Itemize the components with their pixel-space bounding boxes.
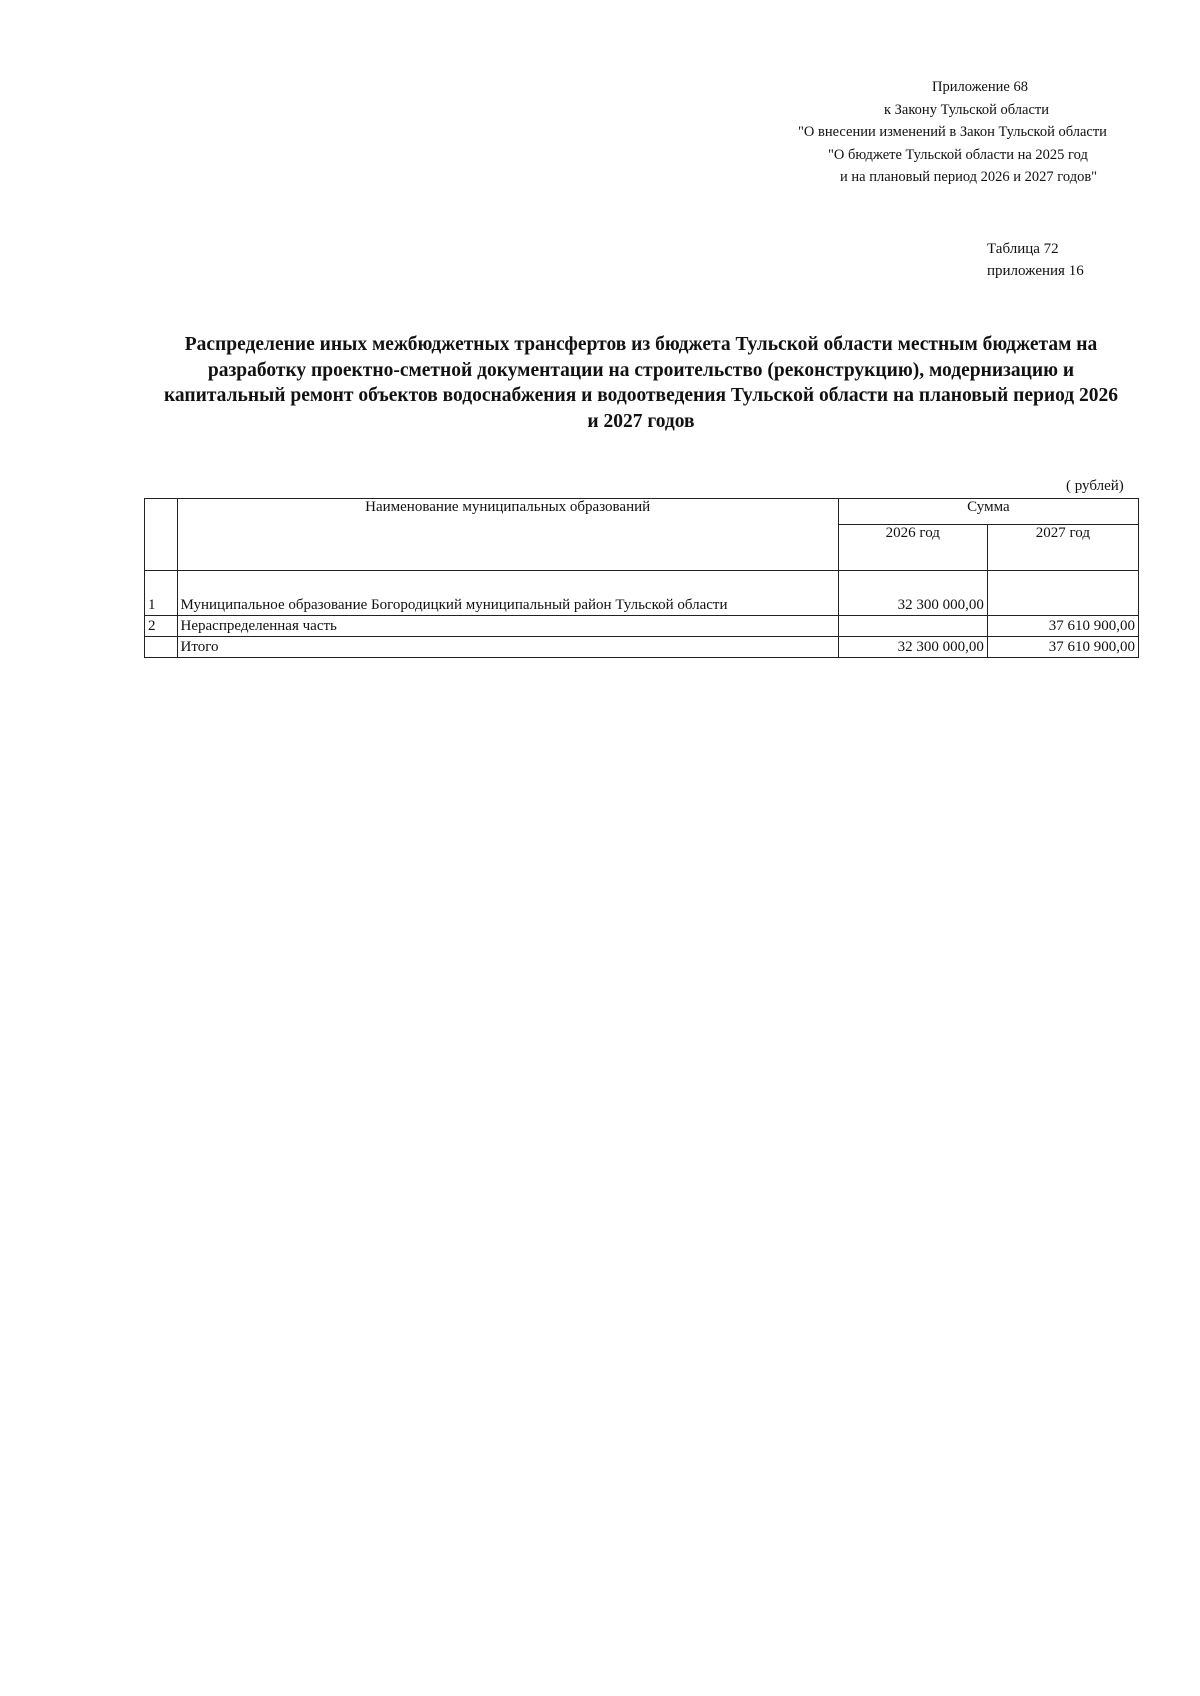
header-sum: Сумма [838,499,1138,525]
table-total-row [145,637,1139,658]
title-line-3: капитальный ремонт объектов водоснабжения и водоотведения Тульской области на плановый период 2026 [163,385,1119,406]
title-line-1: Распределение иных межбюджетных трансфертов из бюджета Тульской области местным бюджетам на [184,334,1098,355]
total-amount-2026: 32 300 000,00 [838,637,987,658]
appendix-law-title-3: и на плановый период 2026 и 2027 годов" [840,169,1098,185]
appendix-law-title-2: "О бюджете Тульской области на 2025 год [828,146,1088,163]
total-label: Итого [177,637,838,658]
appendix-law-title-1: "О внесении изменений в Закон Тульской области [798,124,1107,140]
header-number-cell [145,499,178,571]
total-amount-2027: 37 610 900,00 [987,637,1138,658]
header-name: Наименование муниципальных образований [177,499,838,571]
table-appendix: приложения 16 [987,263,1084,279]
document-title [140,332,1142,434]
table-row [145,616,1139,637]
row-number: 1 [145,571,178,616]
units-label: ( рублей) [1066,478,1124,494]
row-number: 2 [145,616,178,637]
title-line-2: разработку проектно-сметной документации на строительство (реконструкцию), модернизацию и [207,359,1075,381]
row-name: Нераспределенная часть [177,616,838,637]
table-row [145,571,1139,616]
row-amount-2027: 37 610 900,00 [987,616,1138,637]
row-name: Муниципальное образование Богородицкий муниципальный район Тульской области [177,571,838,616]
table-header-row [145,499,1139,525]
table-reference [987,238,1084,282]
appendix-law-ref: к Закону Тульской области [884,101,1050,118]
row-amount-2026: 32 300 000,00 [838,571,987,616]
title-line-4: и 2027 годов [587,410,695,432]
total-number [145,637,178,658]
allocation-table [144,498,1139,658]
row-amount-2026 [838,616,987,637]
appendix-number: Приложение 68 [932,79,1028,95]
header-year-2026: 2026 год [838,525,987,571]
row-amount-2027 [987,571,1138,616]
header-year-2027: 2027 год [987,525,1138,571]
appendix-header [780,76,1140,189]
table-number: Таблица 72 [987,241,1059,257]
